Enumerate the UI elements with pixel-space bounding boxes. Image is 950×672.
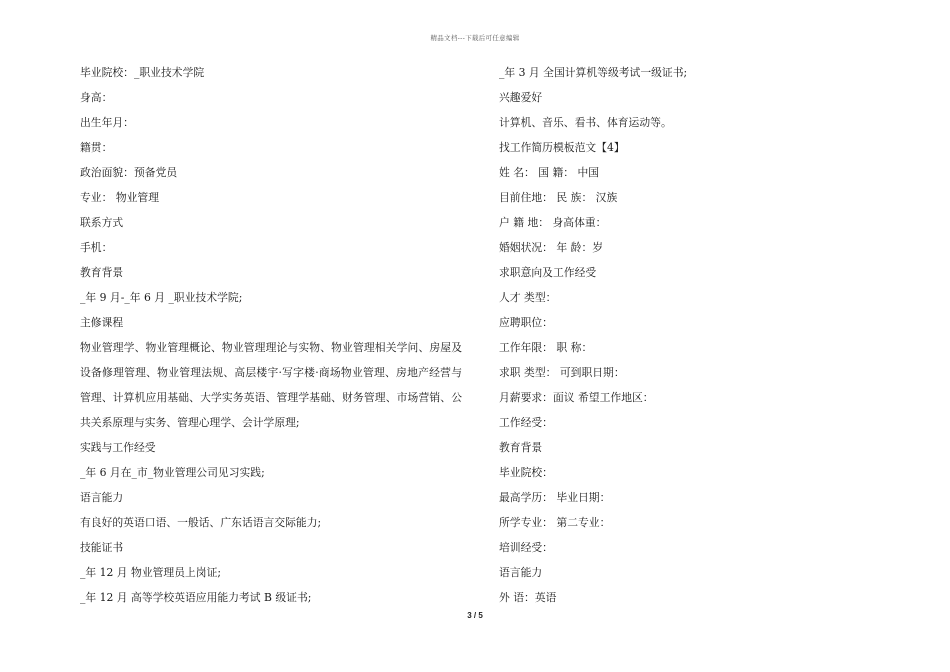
text-line: _年 3 月 全国计算机等级考试一级证书; xyxy=(499,66,688,79)
text-line: 有良好的英语口语、一般话、广东话语言交际能力; xyxy=(80,516,322,529)
section-heading: 主修课程 xyxy=(80,316,124,329)
left-column xyxy=(80,64,462,614)
text-line: _年 12 月 物业管理员上岗证; xyxy=(80,566,222,579)
text-line: 身高： xyxy=(80,91,113,104)
text-line: _年 6 月在_市_物业管理公司见习实践; xyxy=(80,466,265,479)
text-line: 工作年限： 职 称： xyxy=(499,341,593,354)
text-line: 手机： xyxy=(80,241,113,254)
text-line: 籍贯： xyxy=(80,141,113,154)
section-heading: 联系方式 xyxy=(80,216,124,229)
text-line: _年 9 月-_年 6 月 _职业技术学院; xyxy=(80,291,243,304)
page-header: 精品文档---下载后可任意编辑 xyxy=(430,34,520,42)
section-heading: 语言能力 xyxy=(499,566,543,579)
text-line: 人才 类型： xyxy=(499,291,557,304)
text-line: 毕业院校： xyxy=(499,466,553,479)
section-heading: 实践与工作经受 xyxy=(80,441,156,454)
text-line: 求职 类型： 可到职日期： xyxy=(499,366,625,379)
text-line: 户 籍 地： 身高体重： xyxy=(499,216,607,229)
section-title: 找工作简历模板范文【4】 xyxy=(499,141,625,154)
section-heading: 求职意向及工作经受 xyxy=(499,266,597,279)
text-line: 政治面貌：预备党员 xyxy=(80,166,178,179)
page-number: 3 / 5 xyxy=(467,611,483,620)
text-line: 姓 名： 国 籍： 中国 xyxy=(499,166,600,179)
text-line: 月薪要求：面议 希望工作地区： xyxy=(499,391,654,404)
text-line: 出生年月： xyxy=(80,116,134,129)
section-heading: 教育背景 xyxy=(80,266,124,279)
text-line: 目前住地： 民 族： 汉族 xyxy=(499,191,618,204)
text-line: 外 语：英语 xyxy=(499,591,557,604)
text-line: 计算机、音乐、看书、体育运动等。 xyxy=(499,116,672,129)
text-line: 所学专业： 第二专业： xyxy=(499,516,611,529)
text-line: 毕业院校：_职业技术学院 xyxy=(80,66,205,79)
text-line: _年 12 月 高等学校英语应用能力考试 B 级证书; xyxy=(80,591,312,604)
text-line: 专业： 物业管理 xyxy=(80,191,160,204)
section-heading: 教育背景 xyxy=(499,441,543,454)
text-line: 婚姻状况： 年 龄：岁 xyxy=(499,241,604,254)
course-paragraph: 物业管理学、物业管理概论、物业管理理论与实物、物业管理相关学问、房屋及设备修理管理、物业管理法规、高层楼宇·写字楼·商场物业管理、房地产经营与管理、计算机应用基础、大学实务英语、管理学基础、财务管理、市场营销、公共关系原理与实务、管理心理学、会计学原理; xyxy=(80,341,462,429)
section-heading: 语言能力 xyxy=(80,491,124,504)
right-column xyxy=(499,64,729,614)
text-line: 应聘职位： xyxy=(499,316,553,329)
section-heading: 技能证书 xyxy=(80,541,124,554)
text-line: 工作经受： xyxy=(499,416,553,429)
section-heading: 兴趣爱好 xyxy=(499,91,543,104)
text-line: 最高学历： 毕业日期： xyxy=(499,491,611,504)
text-line: 培训经受： xyxy=(499,541,553,554)
